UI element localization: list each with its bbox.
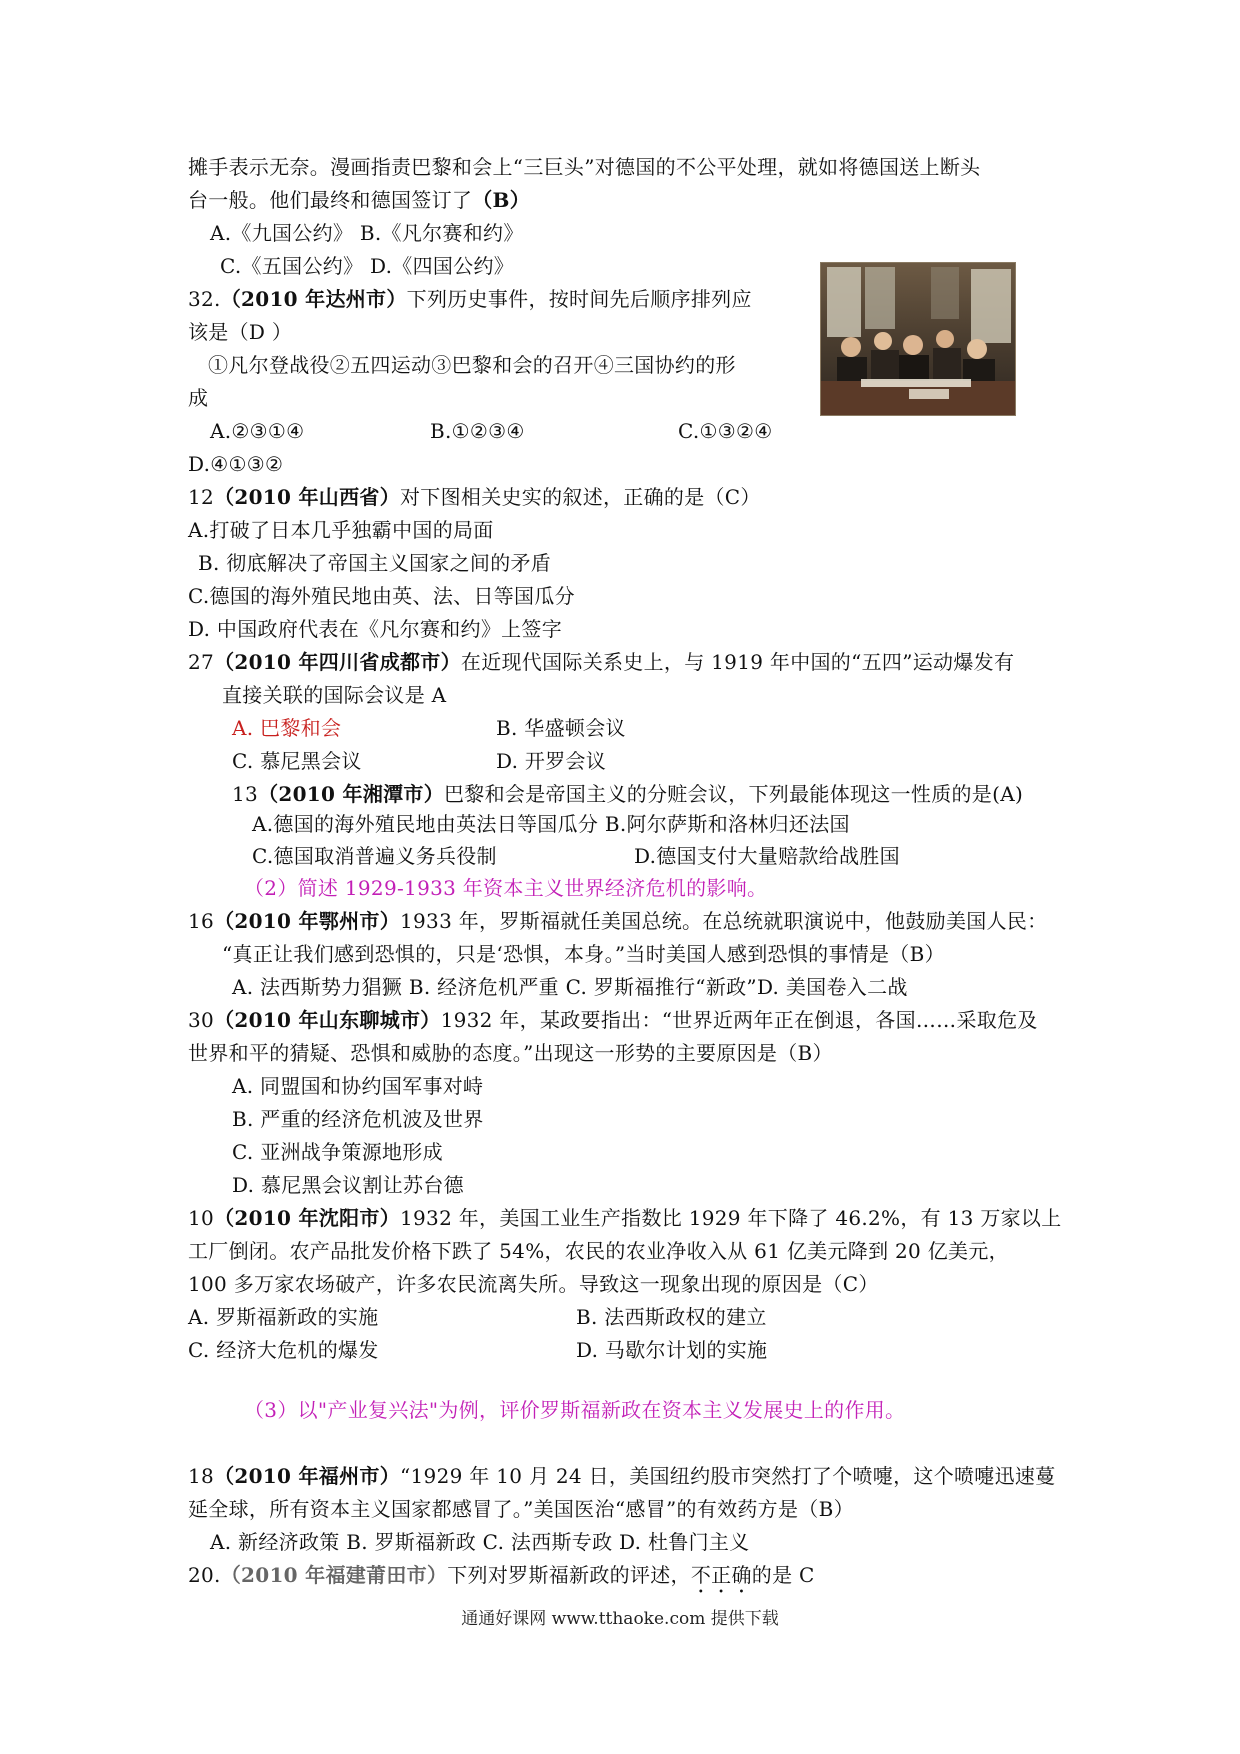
text-line: 世界和平的猜疑、恐惧和威胁的态度。”出现这一形势的主要原因是（B）: [188, 1041, 833, 1065]
option-d: D. 开罗会议: [496, 749, 607, 773]
correct-option-a: A. 巴黎和会: [232, 716, 342, 740]
option-a: A.打破了日本几乎独霸中国的局面: [188, 518, 494, 542]
option-c: C. 经济大危机的爆发: [188, 1338, 379, 1362]
question-12: 12（2010 年山西省）对下图相关史实的叙述，正确的是（C）: [188, 485, 761, 509]
option-d: D. 中国政府代表在《凡尔赛和约》上签字: [188, 617, 563, 641]
text-line: 工厂倒闭。农产品批发价格下跌了 54%，农民的农业净收入从 61 亿美元降到 20 亿美元，: [188, 1239, 1009, 1263]
text-line: 延全球，所有资本主义国家都感冒了。”美国医治“感冒”的有效药方是（B）: [188, 1497, 854, 1521]
option-d: D. 慕尼黑会议割让苏台德: [232, 1173, 464, 1197]
emphasized-word: 不正确: [690, 1563, 752, 1587]
option-b: B. 华盛顿会议: [496, 716, 626, 740]
options-line: A.《九国公约》 B.《凡尔赛和约》: [210, 221, 524, 245]
option-a: A. 罗斯福新政的实施: [188, 1305, 379, 1329]
text-line: 台一般。他们最终和德国签订了（B）: [188, 188, 531, 212]
option-b: B. 严重的经济危机波及世界: [232, 1107, 484, 1131]
options-line: A. 新经济政策 B. 罗斯福新政 C. 法西斯专政 D. 杜鲁门主义: [210, 1530, 750, 1554]
text-line: 摊手表示无奈。漫画指责巴黎和会上“三巨头”对德国的不公平处理，就如将德国送上断头: [188, 155, 981, 179]
question-30: 30（2010 年山东聊城市）1932 年，某政要指出：“世界近两年正在倒退，各国……采取危及: [188, 1008, 1038, 1032]
question-16: 16（2010 年鄂州市）1933 年，罗斯福就任美国总统。在总统就职演说中，他鼓励美国人民：: [188, 909, 1048, 933]
option-b: B. 法西斯政权的建立: [576, 1305, 767, 1329]
option-d: D. 马歇尔计划的实施: [576, 1338, 768, 1362]
options-line: A. 法西斯势力猖獗 B. 经济危机严重 C. 罗斯福推行“新政”D. 美国卷入二战: [232, 975, 908, 999]
options-line: A.德国的海外殖民地由英法日等国瓜分 B.阿尔萨斯和洛林归还法国: [252, 812, 850, 836]
option-b: B.①②③④: [430, 419, 525, 443]
question-32: 32.（2010 年达州市）下列历史事件，按时间先后顺序排列应: [188, 287, 752, 311]
paris-peace-conference-painting: [820, 262, 1016, 416]
option-c: C.德国取消普遍义务兵役制: [252, 844, 497, 868]
question-20: 20.（2010 年福建莆田市）下列对罗斯福新政的评述，不正确的是 C: [188, 1563, 815, 1587]
option-b: B. 彻底解决了帝国主义国家之间的矛盾: [198, 551, 552, 575]
question-13: 13（2010 年湘潭市）巴黎和会是帝国主义的分赃会议，下列最能体现这一性质的是(A): [232, 782, 1024, 806]
text-line: 100 多万家农场破产，许多农民流离失所。导致这一现象出现的原因是（C）: [188, 1272, 879, 1296]
question-27: 27（2010 年四川省成都市）在近现代国际关系史上，与 1919 年中国的“五四”运动爆发有: [188, 650, 1015, 674]
options-line: A.②③①④: [210, 419, 305, 443]
text-line: “真正让我们感到恐惧的，只是‘恐惧，本身。”当时美国人感到恐惧的事情是（B）: [222, 942, 945, 966]
options-line: C.《五国公约》 D.《四国公约》: [220, 254, 515, 278]
question-18: 18（2010 年福州市）“1929 年 10 月 24 日，美国纽约股市突然打了个喷嚏，这个喷嚏迅速蔓: [188, 1464, 1056, 1488]
page-footer: 通通好课网 www.tthaoke.com 提供下载: [461, 1609, 779, 1629]
option-c: C.德国的海外殖民地由英、法、日等国瓜分: [188, 584, 575, 608]
text-line: 成: [188, 386, 209, 410]
text-line: 直接关联的国际会议是 A: [222, 683, 447, 707]
section-heading-2: （2）简述 1929-1933 年资本主义世界经济危机的影响。: [244, 876, 768, 900]
option-a: A. 同盟国和协约国军事对峙: [232, 1074, 484, 1098]
option-d: D.④①③②: [188, 452, 284, 476]
option-c: C. 慕尼黑会议: [232, 749, 362, 773]
section-heading-3: （3）以"产业复兴法"为例，评价罗斯福新政在资本主义发展史上的作用。: [244, 1398, 906, 1422]
text-line: ①凡尔登战役②五四运动③巴黎和会的召开④三国协约的形: [208, 353, 736, 377]
question-10: 10（2010 年沈阳市）1932 年，美国工业生产指数比 1929 年下降了 46.2%，有 13 万家以上: [188, 1206, 1062, 1230]
text-line: 该是（D ）: [188, 320, 293, 344]
option-d: D.德国支付大量赔款给战胜国: [634, 844, 900, 868]
option-c: C. 亚洲战争策源地形成: [232, 1140, 443, 1164]
option-c: C.①③②④: [678, 419, 773, 443]
